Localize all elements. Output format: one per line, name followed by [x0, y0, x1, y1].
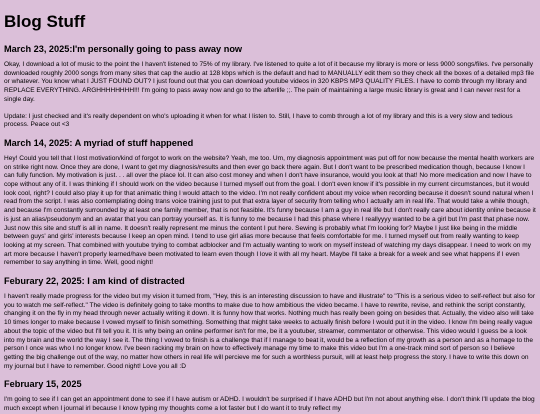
post-paragraph: Hey! Could you tell that I lost motivation/kind of forgot to work on the website? Yeah, me too. Um, my diagnosis appointment was put off for now because the mental health workers are on strike right now. Once they are done, I want to get my diagnosis/results and then ever go back there again. But I don't want to be prescribed medication though, because I know I can fully function. My motivation is just. . . all over the place lol. It can also cost money and when I don't have insurance, would you look at that! No more medication and now I have to cope without any of it. I was thinking if I should work on the video because I turned myself out from the goal. I don't even know if it's possible in my current circumstances, but it would look cool, right? I could also play it up for that animatic thing I would attach to the video. I'm not really confident about my voice when recording because it doesn't sound natural when I read from the script. I was also contemplating doing trans voice training just to put that extra layer of security from telling who I actually am in real life. That would take a while though, and because I'm constantly surrounded by at least one family member, that is not feasible. It's funny because I am a guy in real life but I don't really care about identity online because it is just an alias/pseudonym and an avatar that you can portray yourself as. It is funny to me because I had this phase where I reallyyyy wanted to be a girl but I'm past that phase now. Just now this site and stuff is all in name. It doesn't really represent me minus the content I put here. Sewing is probably what I'm looking for? Maybe I just like being in the middle between guys' and girls' interests because I keep an open mind. I tend to use girl alias more because that feels comfortable for me. I turned myself out from really wanting to keep looking at my screen. That combined with youtube trying to combat adblocker and I'm actually wanting to work on myself instead of watching my days disappear. I need to work on my art more because I haven't properly learned/have been motivated to learn even though I love it with all my heart. Maybe I'll take a break for a week and see what happens if I even remember to say anything in time. Well, good night! [4, 154, 536, 267]
blog-post [4, 379, 536, 413]
post-heading: March 23, 2025:I'm personally going to pass away now [4, 44, 243, 54]
post-paragraph: Okay, I download a lot of music to the point the I haven't listened to 75% of my library. I've listened to quite a lot of it because my library is more or less 9000 songs/files. I've personally downloaded roughly 2000 songs from many sites that cap the audio at 128 kbps which is the default and had to MANUALLY edit them so they check all the boxes of a detailed mp3 file or whatever. You know what I JUST FOUND OUT? I just found out that you can download youtube videos in 320 KBPS MP3 QUALITY FILES. I have to comb through my library and REPLACE EVERYTHING. ARGHHHHHHHH!!! I'm going to pass away now and go to the afterlife ;;. The pain of maintaining a large music library is great and I can never rest for a single day. [4, 61, 535, 103]
post-heading: March 14, 2025: A myriad of stuff happened [4, 137, 194, 148]
post-paragraph: Update: I just checked and it's really dependent on who's uploading it when for what I listen to. Still, I have to comb through a lot of my library and this is a very slow and tedious process. Peace out <3 [4, 112, 513, 129]
post-paragraph: I'm going to see if I can get an appointment done to see if I have autism or ADHD. I wouldn't be surprised if I have ADHD but I'm not about anything else. I don't think I'll update the blog much except when I journal irl because I know typing my thoughts come a lot faster but I do want it to truly reflect my [4, 396, 535, 413]
post-heading: February 15, 2025 [4, 379, 82, 390]
post-paragraph: I haven't really made progress for the video but my vision it turned from, "Hey, this is an interesting discussion to have and illustrate" to "This is a serious video to self-reflect but also for you to watch me self-reflect." The video is definitely going to take months to make due to how ambitious the video became. I have to rewrite, revise, and rethink the script constantly, changing it on the fly in my head through never actually writing it down. It is funny how that works. Nothing much has really been going on besides that. Actually, the video also will take 10 times longer to make because I vowed myself to finish something. Something that might take weeks to actually finish before I would put it in the video. I know I'm being really vague about the topic of the video but I'll tell you it. It is why being an online performer isn't for me, be it a youtuber, streamer, commentator or otherwise. This video would I guess be a look into my brain and the world the way I see it. The thing I vowed to finish is a challenge that if I manage to beat it, would be a reflection of my growth as a person and as a homage to the person I once was who I no longer know. I've been racking my brain on how to effectively manage my time to make this video but I'm a one-track mind sort of person so I believe getting the big challenge out of the way, no matter how others in real life will percieve me for such a worthless pursuit, will at least help progress the story. I have to write this down on my journal but I have to remember. Good night! Love you all :D [4, 293, 536, 370]
post-heading: Feburary 22, 2025: I am kind of distracted [4, 276, 185, 287]
blog-post [4, 44, 536, 130]
blog-post [4, 138, 536, 268]
blog-post [4, 276, 536, 371]
blog-title: Blog Stuff [4, 12, 86, 31]
